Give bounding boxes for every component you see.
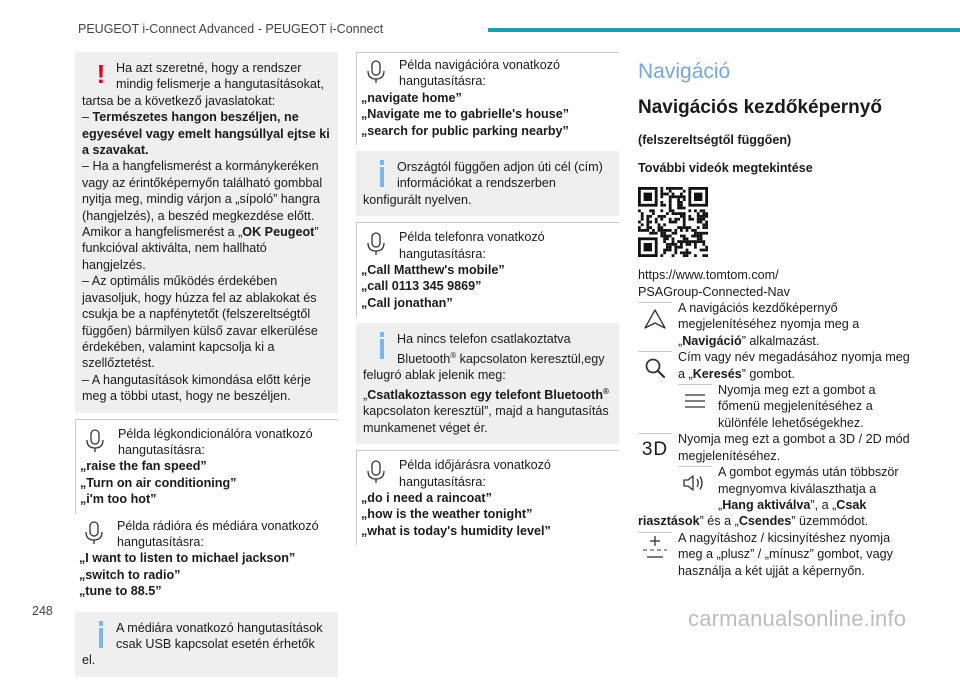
climate-voice-intro: Példa légkondicionálóra vonatkozó hangutasításra: (118, 426, 313, 457)
voice-tips-warning-box (75, 52, 338, 413)
weather-voice-example (356, 450, 619, 545)
videos-label: További videók megtekintése (638, 161, 813, 176)
warning-intro: Ha azt szeretné, hogy a rendszer mindig felismerje a hangutasításokat, tartsa be a következő javaslatokat: (82, 61, 324, 108)
phone-info-text: Ha nincs telefon csatlakoztatva Bluetooth® kapcsolaton keresztül,egy felugró ablak jelenik meg: „Csatlakoztasson egy telefont Bluetooth® kapcsolaton keresztül”, majd a hangutasítás munkamenet véget ér. (363, 332, 609, 435)
warning-tip-ok-peugeot: Amikor a hangfelismerést a „OK Peugeot” funkcióval aktiválta, nem hallható hangjelzés. (82, 225, 319, 272)
page-number: 248 (32, 604, 53, 618)
voice-command-icon (361, 57, 391, 87)
voice-command-icon (361, 457, 391, 487)
warning-tip-beep: – Ha a hangfelismerést a kormánykeréken vagy az érintőképernyőn található gombbal nyitja meg, mindig várjon a „sípoló” hangra (hangjelzés), a beszéd megkezdése előtt. (82, 159, 323, 223)
column-left (75, 52, 338, 683)
equipment-note: (felszereltségtől függően) (638, 133, 792, 147)
zoom-plus-minus-icon (638, 532, 672, 564)
watermark-text: carmanualsonline.info (688, 606, 907, 631)
view-3d-icon: 3D (638, 433, 672, 465)
nav-voice-example (356, 52, 619, 145)
radio-voice-example (75, 512, 338, 606)
zoom-instruction: A nagyításhoz / kicsinyítéshez nyomja meg a „plusz” / „mínusz” gombot, vagy használja a két ujját a képernyőn. (638, 530, 910, 579)
info-icon (94, 621, 108, 649)
voice-command: „raise the fan speed” (80, 459, 207, 474)
phone-voice-commands (361, 262, 615, 311)
voice-command: „Call jonathan” (361, 295, 453, 310)
voice-command: „what is today's humidity level” (361, 523, 551, 538)
qr-code-icon (638, 187, 708, 257)
subsection-title: Navigációs kezdőképernyő (638, 97, 882, 118)
menu-instruction: Nyomja meg ezt a gombot a főmenü megjelenítéséhez a különféle lehetőségekhez. (638, 382, 910, 431)
climate-voice-example (75, 419, 338, 514)
hamburger-menu-icon (678, 384, 712, 416)
media-info-box (75, 612, 338, 677)
voice-command-icon (361, 229, 391, 259)
radio-voice-commands (79, 550, 334, 599)
section-title: Navigáció (638, 60, 731, 83)
voice-command: „how is the weather tonight” (361, 507, 533, 522)
nav-voice-commands (361, 90, 615, 139)
column-middle (356, 52, 619, 551)
warning-exclamation-icon: ! (96, 59, 106, 89)
phone-voice-intro: Példa telefonra vonatkozó hangutasításra: (399, 230, 545, 261)
sound-mode-instruction: A gombot egymás után többször megnyomva kiválaszthatja a „Hang aktiválva”, a „Csak riasztások” és a „Csendes” üzemmódot. (638, 465, 899, 529)
voice-command: „Navigate me to gabrielle's house” (361, 107, 570, 122)
voice-command: „navigate home” (361, 90, 462, 105)
voice-command: „call 0113 345 9869” (361, 279, 482, 294)
phone-info-box (356, 323, 619, 444)
info-icon (375, 332, 389, 360)
phone-voice-example (356, 222, 619, 317)
page-header-title: PEUGEOT i-Connect Advanced - PEUGEOT i-Connect (78, 22, 384, 36)
info-icon (375, 160, 389, 188)
search-icon (638, 351, 672, 383)
tomtom-url: https://www.tomtom.com/ PSAGroup-Connected-Nav (638, 268, 790, 299)
search-instruction: Cím vagy név megadásához nyomja meg a „Keresés” gombot. (638, 349, 910, 382)
nav-info-box (356, 151, 619, 216)
warning-tip-windows: – Az optimális működés érdekében javasoljuk, hogy húzza fel az ablakokat és csukja be a napfénytetőt (felszereltségtől függően) bármilyen külső zavar elkerülése érdekében, valamint kapcsolja ki a szellőztetést. (82, 274, 318, 371)
weather-voice-commands (361, 490, 615, 539)
navigation-arrow-icon (638, 302, 672, 334)
nav-app-instruction: A navigációs kezdőképernyő megjelenítéséhez nyomja meg a „Navigáció” alkalmazást. (638, 300, 910, 349)
voice-command: „switch to radio” (79, 567, 181, 582)
voice-command-icon (80, 426, 110, 456)
voice-command: „Turn on air conditioning” (80, 475, 237, 490)
radio-voice-intro: Példa rádióra és médiára vonatkozó hangutasításra: (117, 518, 319, 549)
voice-command: „do i need a raincoat” (361, 490, 492, 505)
nav-voice-intro: Példa navigációra vonatkozó hangutasításra: (399, 58, 561, 89)
speaker-sound-icon (678, 466, 712, 498)
voice-command: „i'm too hot” (80, 492, 157, 507)
weather-voice-intro: Példa időjárásra vonatkozó hangutasításra: (399, 458, 551, 489)
nav-info-text: Országtól függően adjon úti cél (cím) információkat a rendszerben konfigurált nyelven. (363, 160, 603, 207)
voice-command: „tune to 88.5” (79, 584, 162, 599)
voice-command: „search for public parking nearby” (361, 123, 569, 138)
header-accent-bar (488, 28, 960, 32)
climate-voice-commands (80, 458, 334, 507)
warning-tip-natural-voice: – Természetes hangon beszéljen, ne egyesével vagy emelt hangsúllyal ejtse ki a szavakat. (82, 110, 330, 158)
voice-command-icon (79, 518, 109, 548)
voice-command: „I want to listen to michael jackson” (79, 551, 296, 566)
voice-command: „Call Matthew's mobile” (361, 263, 505, 278)
warning-tip-passengers: – A hangutasítások kimondása előtt kérje meg a többi utast, hogy ne beszéljen. (82, 372, 311, 404)
column-right (638, 52, 910, 579)
view-3d-instruction: 3D Nyomja meg ezt a gombot a 3D / 2D mód megjelenítéséhez. (638, 431, 910, 464)
media-info-text: A médiára vonatkozó hangutasítások csak USB kapcsolat esetén érhetők el. (82, 620, 323, 668)
